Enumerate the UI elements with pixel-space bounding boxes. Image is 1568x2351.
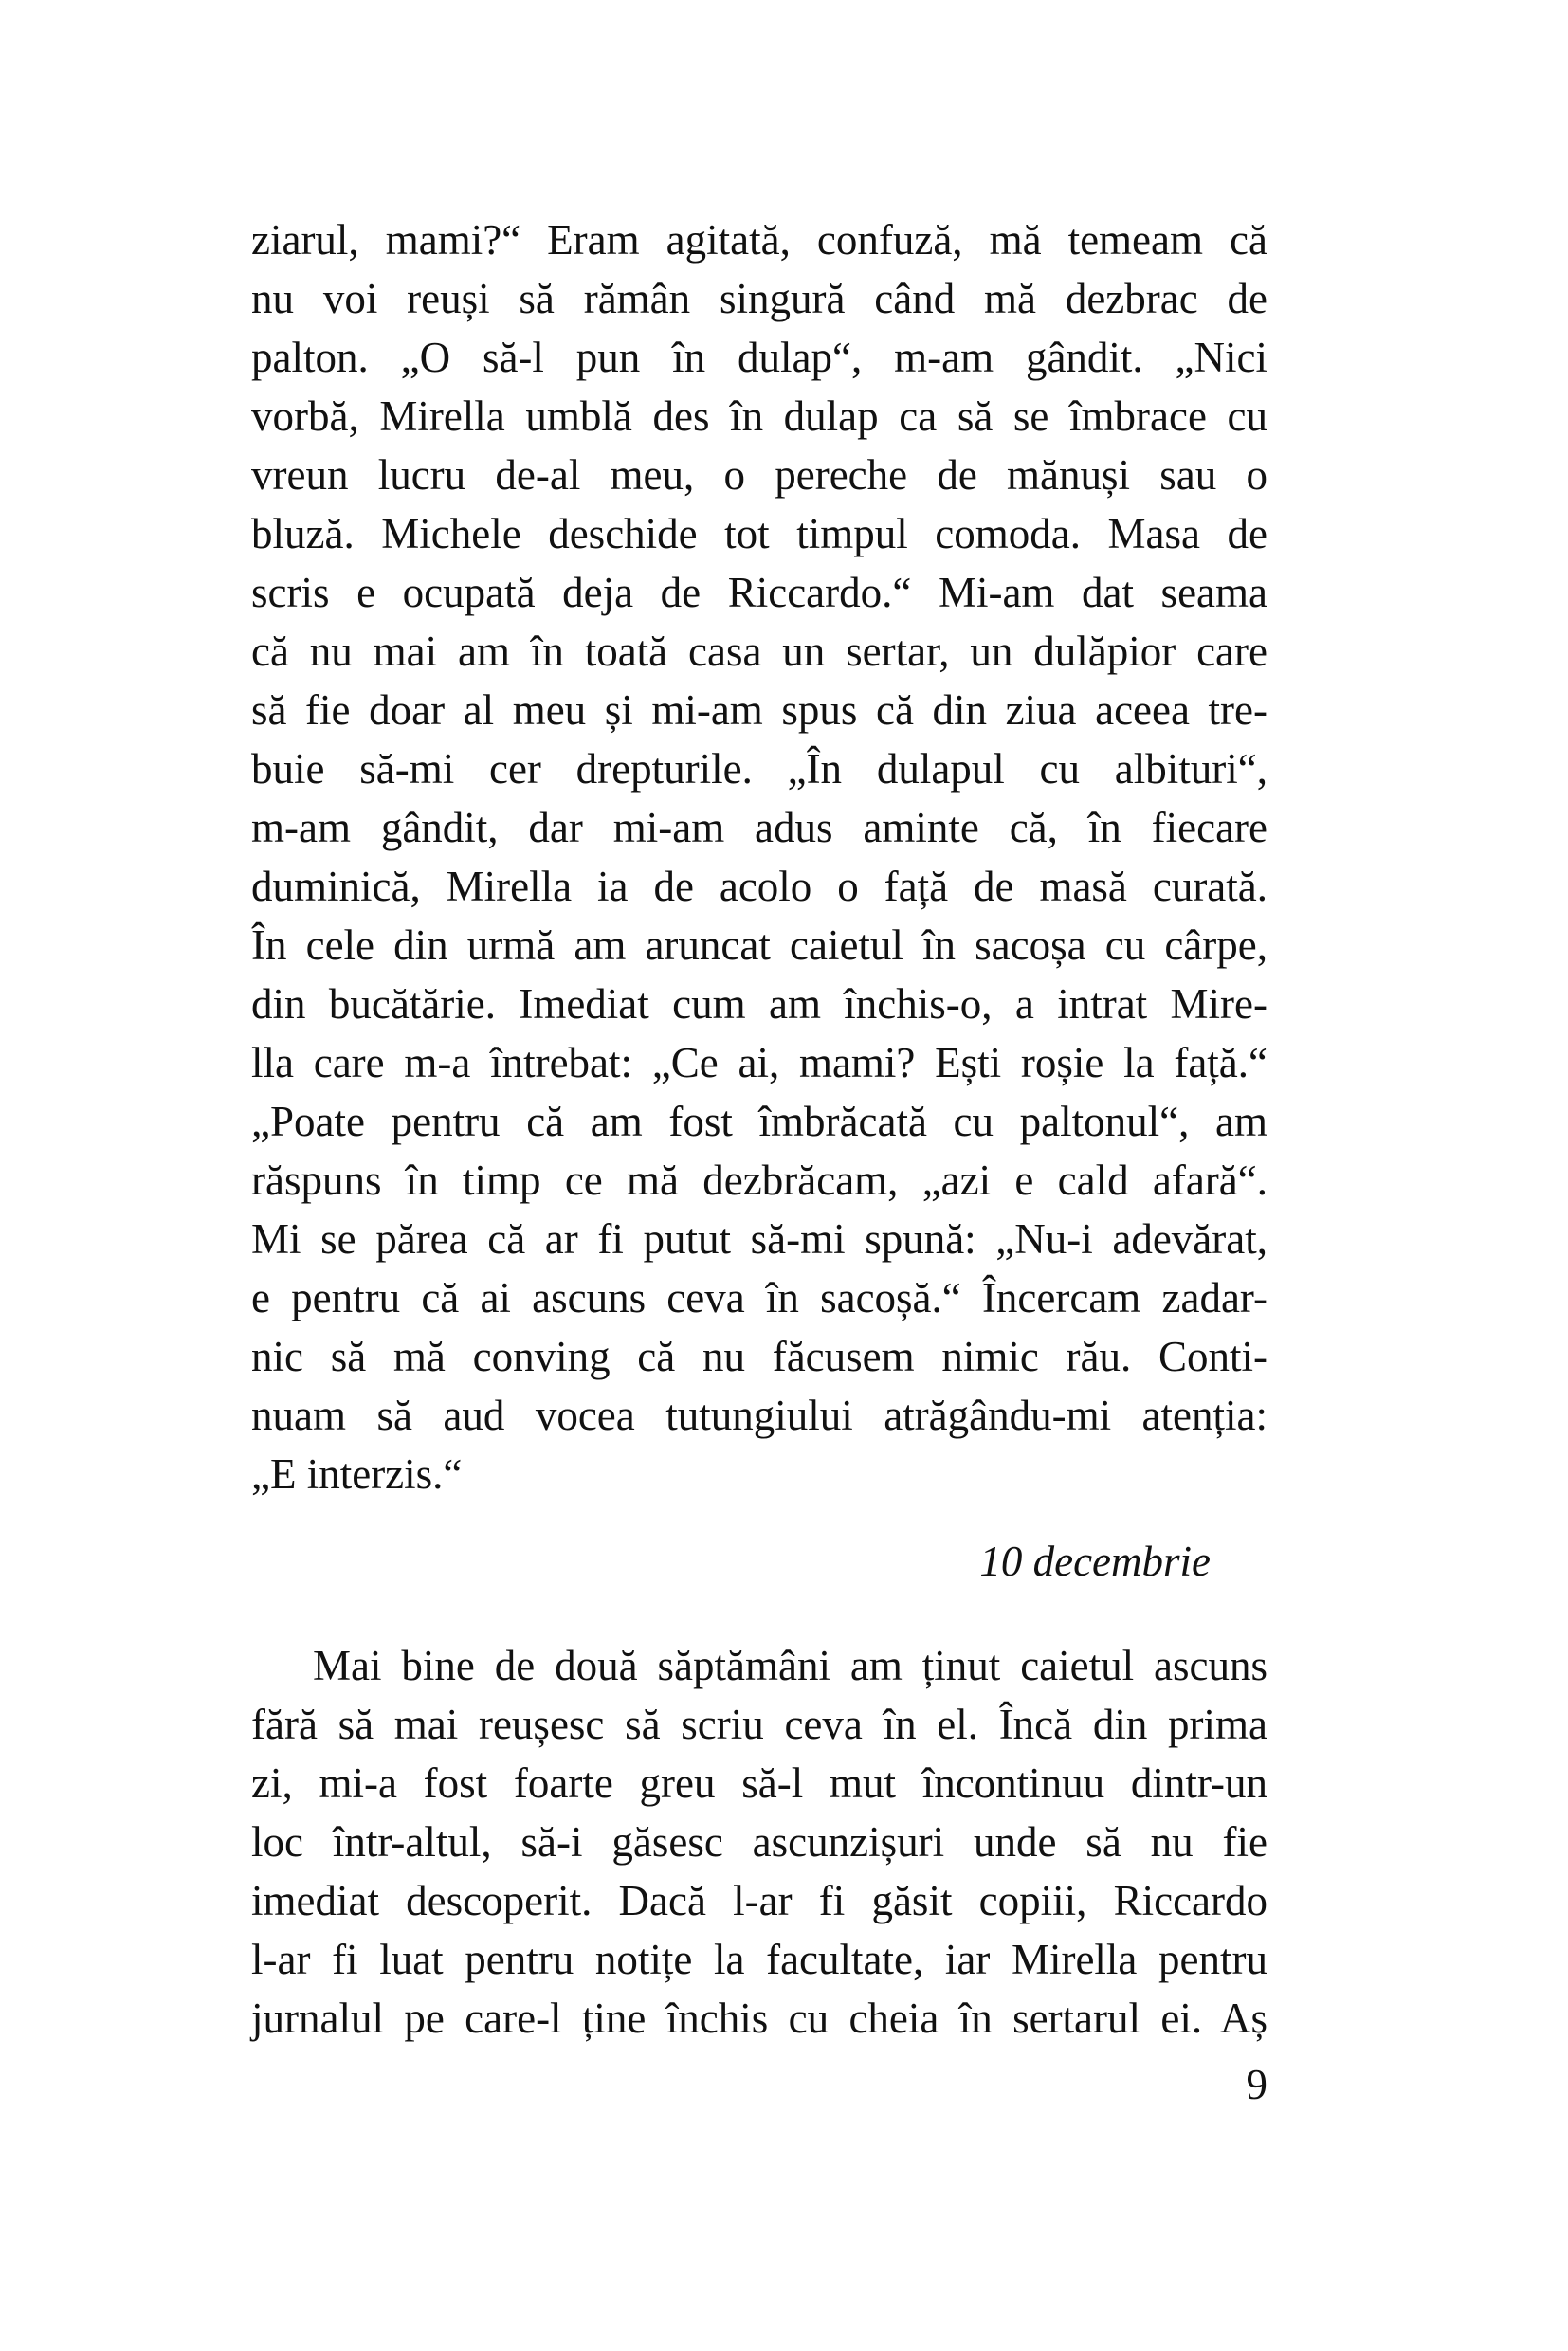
text-line: că nu mai am în toată casa un sertar, un dulăpior care: [251, 628, 1267, 675]
text-line: Mai bine de două săptămâni am ținut caietul ascuns: [313, 1642, 1267, 1689]
text-line: Mi se părea că ar fi putut să-mi spună: „Nu-i adevărat,: [251, 1215, 1267, 1263]
text-line: loc într-altul, să-i găsesc ascunzișuri unde să nu fie: [251, 1818, 1267, 1866]
text-line: ziarul, mami?“ Eram agitată, confuză, mă temeam că: [251, 216, 1267, 264]
text-line: nu voi reuși să rămân singură când mă dezbrac de: [251, 275, 1267, 322]
text-line: vreun lucru de-al meu, o pereche de mănuși sau o: [251, 451, 1267, 499]
text-line: palton. „O să-l pun în dulap“, m-am gândit. „Nici: [251, 334, 1267, 381]
text-line: duminică, Mirella ia de acolo o față de masă curată.: [251, 863, 1267, 910]
text-line: „E interzis.“: [251, 1450, 463, 1498]
paragraph-continuation: [251, 210, 1267, 1504]
text-line: jurnalul pe care-l ține închis cu cheia în sertarul ei. Aș: [251, 1995, 1267, 2042]
text-line: vorbă, Mirella umblă des în dulap ca să se îmbrace cu: [251, 392, 1267, 440]
text-line: din bucătărie. Imediat cum am închis-o, a intrat Mire-: [251, 980, 1267, 1028]
text-line: În cele din urmă am aruncat caietul în sacoșa cu cârpe,: [251, 921, 1267, 969]
text-line: nuam să aud vocea tutungiului atrăgându-mi atenția:: [251, 1392, 1267, 1439]
text-line: imediat descoperit. Dacă l-ar fi găsit copiii, Riccardo: [251, 1877, 1267, 1924]
text-line: scris e ocupată deja de Riccardo.“ Mi-am dat seama: [251, 569, 1267, 616]
diary-date-heading: 10 decembrie: [979, 1538, 1211, 1585]
text-line: nic să mă conving că nu făcusem nimic rău. Conti-: [251, 1333, 1267, 1380]
text-line: l-ar fi luat pentru notițe la facultate, iar Mirella pentru: [251, 1936, 1267, 1983]
text-line: răspuns în timp ce mă dezbrăcam, „azi e cald afară“.: [251, 1157, 1267, 1204]
text-line: zi, mi-a fost foarte greu să-l mut încontinuu dintr-un: [251, 1759, 1267, 1807]
text-line: m-am gândit, dar mi-am adus aminte că, în fiecare: [251, 804, 1267, 851]
text-line: „Poate pentru că am fost îmbrăcată cu paltonul“, am: [251, 1098, 1267, 1145]
text-line: lla care m-a întrebat: „Ce ai, mami? Ești roșie la față.“: [251, 1039, 1267, 1086]
text-line: e pentru că ai ascuns ceva în sacoșă.“ Încercam zadar-: [251, 1274, 1267, 1321]
page-number: 9: [1246, 2061, 1267, 2108]
text-line: fără să mai reușesc să scriu ceva în el. Încă din prima: [251, 1701, 1267, 1748]
text-line: buie să-mi cer drepturile. „În dulapul cu albituri“,: [251, 745, 1267, 793]
text-column: [251, 210, 1267, 2114]
paragraph-entry: [251, 1636, 1267, 2048]
text-line: să fie doar al meu și mi-am spus că din ziua aceea tre-: [251, 686, 1267, 734]
text-line: bluză. Michele deschide tot timpul comoda. Masa de: [251, 510, 1267, 557]
